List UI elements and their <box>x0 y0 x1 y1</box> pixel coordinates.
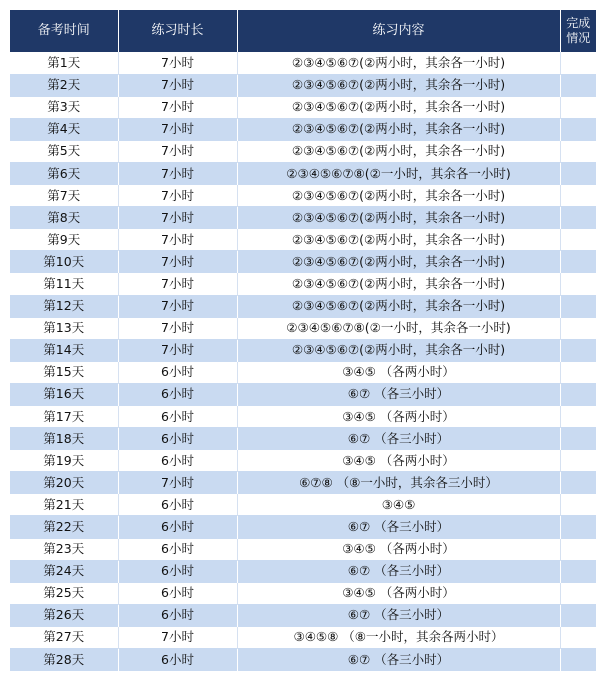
table-row <box>10 604 596 626</box>
header-status-line2: 情况 <box>566 31 591 45</box>
table-row <box>10 317 596 339</box>
cell-content: ②③④⑤⑥⑦(②两小时，其余各一小时) <box>237 295 560 317</box>
cell-duration: 7小时 <box>118 162 237 184</box>
cell-day: 第26天 <box>10 604 118 626</box>
cell-content: ③④⑤ （各两小时） <box>237 406 560 428</box>
cell-status[interactable] <box>560 162 596 184</box>
cell-day: 第22天 <box>10 516 118 538</box>
table-row <box>10 626 596 648</box>
cell-duration: 7小时 <box>118 185 237 207</box>
cell-duration: 6小时 <box>118 516 237 538</box>
cell-content: ③④⑤ （各两小时） <box>237 582 560 604</box>
header-status-line1: 完成 <box>566 16 591 30</box>
cell-day: 第6天 <box>10 162 118 184</box>
study-plan-table <box>10 10 596 671</box>
table-row <box>10 162 596 184</box>
cell-day: 第18天 <box>10 428 118 450</box>
header-content: 练习内容 <box>237 10 560 52</box>
cell-content: ②③④⑤⑥⑦⑧(②一小时，其余各一小时) <box>237 317 560 339</box>
cell-duration: 6小时 <box>118 450 237 472</box>
cell-status[interactable] <box>560 626 596 648</box>
cell-status[interactable] <box>560 604 596 626</box>
cell-content: ③④⑤ <box>237 494 560 516</box>
cell-day: 第28天 <box>10 649 118 671</box>
table-row <box>10 516 596 538</box>
cell-status[interactable] <box>560 494 596 516</box>
cell-duration: 6小时 <box>118 538 237 560</box>
cell-day: 第9天 <box>10 229 118 251</box>
table-row <box>10 229 596 251</box>
cell-status[interactable] <box>560 295 596 317</box>
cell-content: ⑥⑦ （各三小时） <box>237 383 560 405</box>
table-row <box>10 251 596 273</box>
cell-content: ②③④⑤⑥⑦⑧(②一小时，其余各一小时) <box>237 162 560 184</box>
cell-content: ②③④⑤⑥⑦(②两小时，其余各一小时) <box>237 52 560 74</box>
table-row <box>10 295 596 317</box>
cell-day: 第16天 <box>10 383 118 405</box>
header-row <box>10 10 596 52</box>
cell-content: ②③④⑤⑥⑦(②两小时，其余各一小时) <box>237 273 560 295</box>
table-row <box>10 273 596 295</box>
table-row <box>10 118 596 140</box>
cell-day: 第27天 <box>10 626 118 648</box>
cell-duration: 7小时 <box>118 317 237 339</box>
cell-day: 第1天 <box>10 52 118 74</box>
cell-content: ②③④⑤⑥⑦(②两小时，其余各一小时) <box>237 118 560 140</box>
cell-day: 第13天 <box>10 317 118 339</box>
cell-day: 第15天 <box>10 361 118 383</box>
table-row <box>10 96 596 118</box>
cell-status[interactable] <box>560 118 596 140</box>
cell-content: ⑥⑦ （各三小时） <box>237 516 560 538</box>
cell-duration: 7小时 <box>118 295 237 317</box>
cell-content: ⑥⑦⑧ （⑧一小时，其余各三小时） <box>237 472 560 494</box>
cell-day: 第2天 <box>10 74 118 96</box>
table-row <box>10 361 596 383</box>
header-duration: 练习时长 <box>118 10 237 52</box>
cell-status[interactable] <box>560 428 596 450</box>
cell-status[interactable] <box>560 207 596 229</box>
cell-status[interactable] <box>560 560 596 582</box>
cell-duration: 6小时 <box>118 582 237 604</box>
cell-content: ⑥⑦ （各三小时） <box>237 428 560 450</box>
cell-status[interactable] <box>560 273 596 295</box>
table-row <box>10 207 596 229</box>
cell-content: ③④⑤ （各两小时） <box>237 538 560 560</box>
table-row <box>10 538 596 560</box>
header-status <box>560 10 596 52</box>
cell-day: 第5天 <box>10 140 118 162</box>
cell-day: 第19天 <box>10 450 118 472</box>
cell-day: 第7天 <box>10 185 118 207</box>
cell-day: 第20天 <box>10 472 118 494</box>
table-row <box>10 185 596 207</box>
cell-status[interactable] <box>560 96 596 118</box>
cell-status[interactable] <box>560 52 596 74</box>
cell-content: ③④⑤ （各两小时） <box>237 450 560 472</box>
cell-status[interactable] <box>560 649 596 671</box>
cell-status[interactable] <box>560 251 596 273</box>
cell-duration: 7小时 <box>118 74 237 96</box>
cell-duration: 6小时 <box>118 406 237 428</box>
table-row <box>10 52 596 74</box>
cell-day: 第14天 <box>10 339 118 361</box>
table-row <box>10 140 596 162</box>
cell-status[interactable] <box>560 361 596 383</box>
cell-duration: 6小时 <box>118 383 237 405</box>
cell-content: ⑥⑦ （各三小时） <box>237 560 560 582</box>
cell-duration: 7小时 <box>118 118 237 140</box>
cell-day: 第11天 <box>10 273 118 295</box>
cell-status[interactable] <box>560 140 596 162</box>
cell-duration: 7小时 <box>118 273 237 295</box>
cell-status[interactable] <box>560 229 596 251</box>
cell-status[interactable] <box>560 185 596 207</box>
cell-day: 第24天 <box>10 560 118 582</box>
cell-content: ⑥⑦ （各三小时） <box>237 649 560 671</box>
table-row <box>10 74 596 96</box>
cell-day: 第23天 <box>10 538 118 560</box>
cell-duration: 7小时 <box>118 207 237 229</box>
cell-duration: 6小时 <box>118 428 237 450</box>
table-row <box>10 472 596 494</box>
cell-content: ②③④⑤⑥⑦(②两小时，其余各一小时) <box>237 140 560 162</box>
table-row <box>10 406 596 428</box>
table-header <box>10 10 596 52</box>
table-row <box>10 494 596 516</box>
cell-duration: 7小时 <box>118 472 237 494</box>
cell-status[interactable] <box>560 339 596 361</box>
cell-content: ②③④⑤⑥⑦(②两小时，其余各一小时) <box>237 185 560 207</box>
cell-duration: 7小时 <box>118 52 237 74</box>
cell-duration: 7小时 <box>118 140 237 162</box>
cell-status[interactable] <box>560 74 596 96</box>
cell-status[interactable] <box>560 516 596 538</box>
table-row <box>10 383 596 405</box>
table-row <box>10 560 596 582</box>
cell-content: ②③④⑤⑥⑦(②两小时，其余各一小时) <box>237 251 560 273</box>
cell-day: 第21天 <box>10 494 118 516</box>
cell-content: ②③④⑤⑥⑦(②两小时，其余各一小时) <box>237 339 560 361</box>
table-row <box>10 428 596 450</box>
cell-status[interactable] <box>560 317 596 339</box>
cell-duration: 6小时 <box>118 649 237 671</box>
table-row <box>10 582 596 604</box>
cell-status[interactable] <box>560 582 596 604</box>
cell-status[interactable] <box>560 472 596 494</box>
cell-status[interactable] <box>560 383 596 405</box>
cell-duration: 7小时 <box>118 626 237 648</box>
table-body <box>10 52 596 671</box>
cell-content: ②③④⑤⑥⑦(②两小时，其余各一小时) <box>237 229 560 251</box>
cell-day: 第17天 <box>10 406 118 428</box>
cell-day: 第3天 <box>10 96 118 118</box>
cell-status[interactable] <box>560 538 596 560</box>
cell-duration: 7小时 <box>118 229 237 251</box>
cell-duration: 6小时 <box>118 361 237 383</box>
table-row <box>10 339 596 361</box>
cell-content: ②③④⑤⑥⑦(②两小时，其余各一小时) <box>237 74 560 96</box>
cell-duration: 7小时 <box>118 339 237 361</box>
cell-status[interactable] <box>560 406 596 428</box>
cell-day: 第8天 <box>10 207 118 229</box>
cell-day: 第4天 <box>10 118 118 140</box>
cell-content: ⑥⑦ （各三小时） <box>237 604 560 626</box>
cell-status[interactable] <box>560 450 596 472</box>
cell-day: 第25天 <box>10 582 118 604</box>
cell-content: ②③④⑤⑥⑦(②两小时，其余各一小时) <box>237 207 560 229</box>
cell-duration: 6小时 <box>118 604 237 626</box>
cell-day: 第12天 <box>10 295 118 317</box>
cell-duration: 7小时 <box>118 96 237 118</box>
cell-duration: 6小时 <box>118 494 237 516</box>
table-row <box>10 450 596 472</box>
table-row <box>10 649 596 671</box>
header-day: 备考时间 <box>10 10 118 52</box>
cell-content: ③④⑤⑧ （⑧一小时，其余各两小时） <box>237 626 560 648</box>
cell-duration: 6小时 <box>118 560 237 582</box>
cell-day: 第10天 <box>10 251 118 273</box>
cell-content: ③④⑤ （各两小时） <box>237 361 560 383</box>
cell-duration: 7小时 <box>118 251 237 273</box>
cell-content: ②③④⑤⑥⑦(②两小时，其余各一小时) <box>237 96 560 118</box>
